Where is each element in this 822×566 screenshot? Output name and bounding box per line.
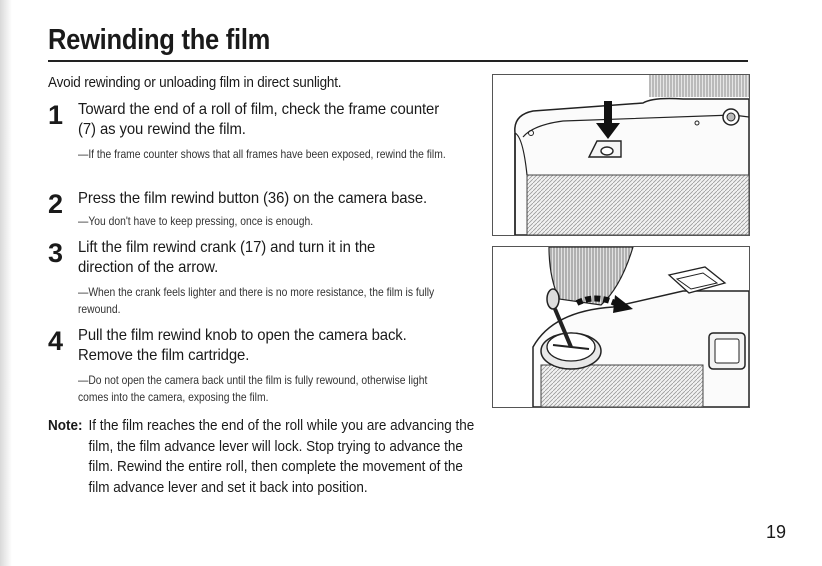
step-instruction: Toward the end of a roll of film, check the frame counter (7) as you rewind the film.: [78, 101, 440, 138]
step-detail: —If the frame counter shows that all frames have been exposed, rewind the film.: [78, 147, 446, 161]
figure-rewind-button: [492, 74, 750, 236]
step-instruction: Pull the film rewind knob to open the camera back. Remove the film cartridge.: [78, 327, 407, 364]
page-binding-shadow: [0, 0, 12, 566]
note-text: If the film reaches the end of the roll while you are advancing the film, the film advance lever will lock. Stop trying to advance the film. Rewind the entire roll, then complete the movement of the film advance lever and set it back into position.: [88, 417, 475, 496]
page-title: Rewinding the film: [48, 24, 271, 56]
camera-base-rewind-button-illustration: [493, 75, 749, 235]
step-number: 1: [48, 100, 64, 130]
step-detail: —You don't have to keep pressing, once is enough.: [78, 214, 314, 228]
step-instruction: Press the film rewind button (36) on the camera base.: [78, 190, 428, 207]
step-detail: —Do not open the camera back until the film is fully rewound, otherwise light comes into the camera, exposing the film.: [78, 373, 428, 404]
note-label: Note:: [48, 417, 83, 434]
page-number: 19: [766, 522, 787, 542]
rewind-crank-illustration: [493, 247, 749, 407]
step-number: 4: [48, 326, 64, 356]
step-detail: —When the crank feels lighter and there is no more resistance, the film is fully rewound.: [78, 285, 435, 316]
step-number: 3: [48, 238, 64, 268]
title-rule: [48, 60, 748, 62]
figure-rewind-crank: [492, 246, 750, 408]
step-number: 2: [48, 189, 64, 219]
intro-text: Avoid rewinding or unloading film in direct sunlight.: [48, 74, 342, 91]
step-instruction: Lift the film rewind crank (17) and turn it in the direction of the arrow.: [78, 239, 376, 276]
